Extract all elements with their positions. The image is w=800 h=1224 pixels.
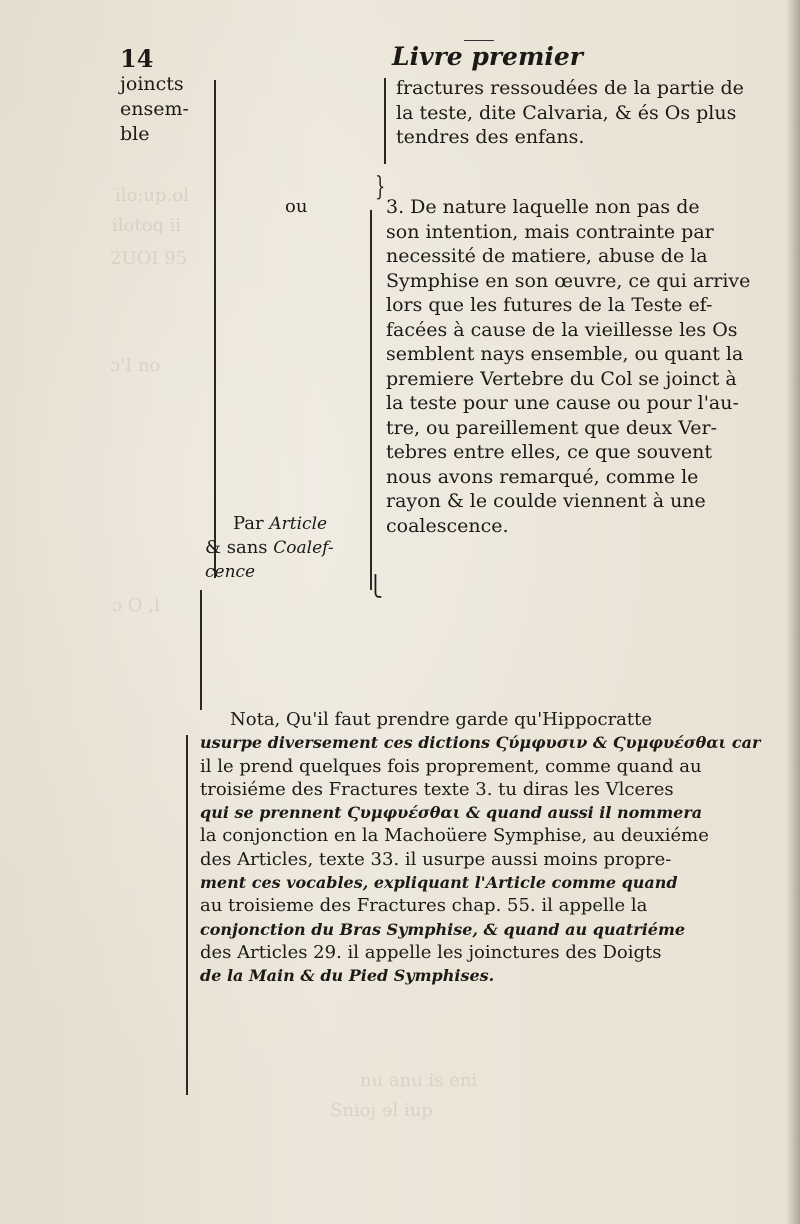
text-line: lors que les futures de la Teste ef- (386, 294, 713, 316)
margin-note-line: joincts (120, 73, 184, 95)
show-through-text: ɔ'I no (110, 355, 161, 376)
center-vertical-rule-top (384, 78, 386, 164)
nota-line: troisiéme des Fractures texte 3. tu diras les Vlceres (200, 778, 674, 800)
text-line: nous avons remarqué, comme le (386, 465, 699, 488)
margin-note-italic: Coalef- (273, 538, 334, 558)
text-line: tendres des enfans. (396, 126, 585, 148)
running-title: Livre premier (392, 42, 583, 71)
brace-mark: } (375, 172, 386, 202)
text-line: rayon & le coulde viennent à une (386, 490, 706, 512)
brace-mark-bottom: ⎩ (368, 574, 383, 598)
left-vertical-rule (214, 80, 216, 578)
show-through-text: Snioj ɘl iup (330, 1100, 433, 1121)
section-3-text (386, 195, 750, 538)
nota-line: au troisieme des Fractures chap. 55. il appelle la (200, 895, 648, 917)
ou-label: ou (285, 196, 308, 217)
text-line: premiere Vertebre du Col se joinct à (386, 367, 737, 390)
nota-line: usurpe diversement ces dictions Ϛύμφυσιν & Ϛυμφυέσθαι car (200, 733, 761, 753)
nota-line: de la Main & du Pied Symphises. (200, 966, 495, 986)
margin-note-text: & sans (205, 537, 268, 558)
show-through-text: nu anu is eni (360, 1070, 478, 1091)
text-line: la teste pour une cause ou pour l'au- (386, 392, 739, 414)
text-line: coalescence. (386, 514, 509, 537)
margin-note-italic: Article (269, 514, 328, 534)
margin-note-bottom (205, 512, 334, 584)
nota-line: des Articles, texte 33. il usurpe aussi moins propre- (200, 848, 672, 870)
nota-line: la conjonction en la Machoüere Symphise, au deuxiéme (200, 825, 709, 847)
margin-note-line: ble (120, 123, 150, 145)
text-line: son intention, mais contrainte par (386, 220, 714, 243)
page-edge-shadow (786, 0, 800, 1224)
text-line: tre, ou pareillement que deux Ver- (386, 416, 718, 439)
nota-line: Nota, Qu'il faut prendre garde qu'Hippocratte (230, 709, 653, 730)
top-text-block (396, 76, 744, 150)
margin-note-italic: cence (205, 562, 256, 582)
text-line: Symphise en son œuvre, ce qui arrive (386, 269, 751, 292)
text-line: 3. De nature laquelle non pas de (386, 196, 700, 218)
nota-line: il le prend quelques fois proprement, comme quand au (200, 755, 702, 777)
text-line: la teste, dite Calvaria, & és Os plus (396, 101, 737, 124)
nota-line: qui se prennent Ϛυμφυέσθαι & quand aussi il nommera (200, 803, 703, 823)
show-through-text: ilotoq ii (112, 215, 182, 236)
text-line: facées à cause de la vieillesse les Os (386, 318, 738, 341)
center-vertical-rule (370, 210, 372, 590)
text-line: semblent nays ensemble, ou quant la (386, 343, 744, 365)
text-line: necessité de matiere, abuse de la (386, 245, 708, 267)
show-through-text: ɔ O ,l (112, 595, 160, 616)
margin-note-top (120, 72, 210, 147)
text-line: tebres entre elles, ce que souvent (386, 441, 712, 463)
margin-note-line: ensem- (120, 98, 189, 120)
nota-line: ment ces vocables, expliquant l'Article comme quand (200, 873, 678, 893)
nota-vertical-rule (186, 735, 188, 1095)
show-through-text: 2UOI 95 (110, 248, 188, 269)
left-vertical-rule-lower (200, 590, 202, 710)
nota-paragraph (200, 708, 795, 988)
margin-note-text: Par (233, 513, 264, 534)
show-through-text: ilo:up.ol (115, 185, 189, 206)
page-number: 14 (120, 44, 154, 73)
text-line: fractures ressoudées de la partie de (396, 77, 744, 99)
nota-line: conjonction du Bras Symphise, & quand au quatriéme (200, 919, 686, 939)
nota-line: des Articles 29. il appelle les joinctures des Doigts (200, 941, 662, 963)
